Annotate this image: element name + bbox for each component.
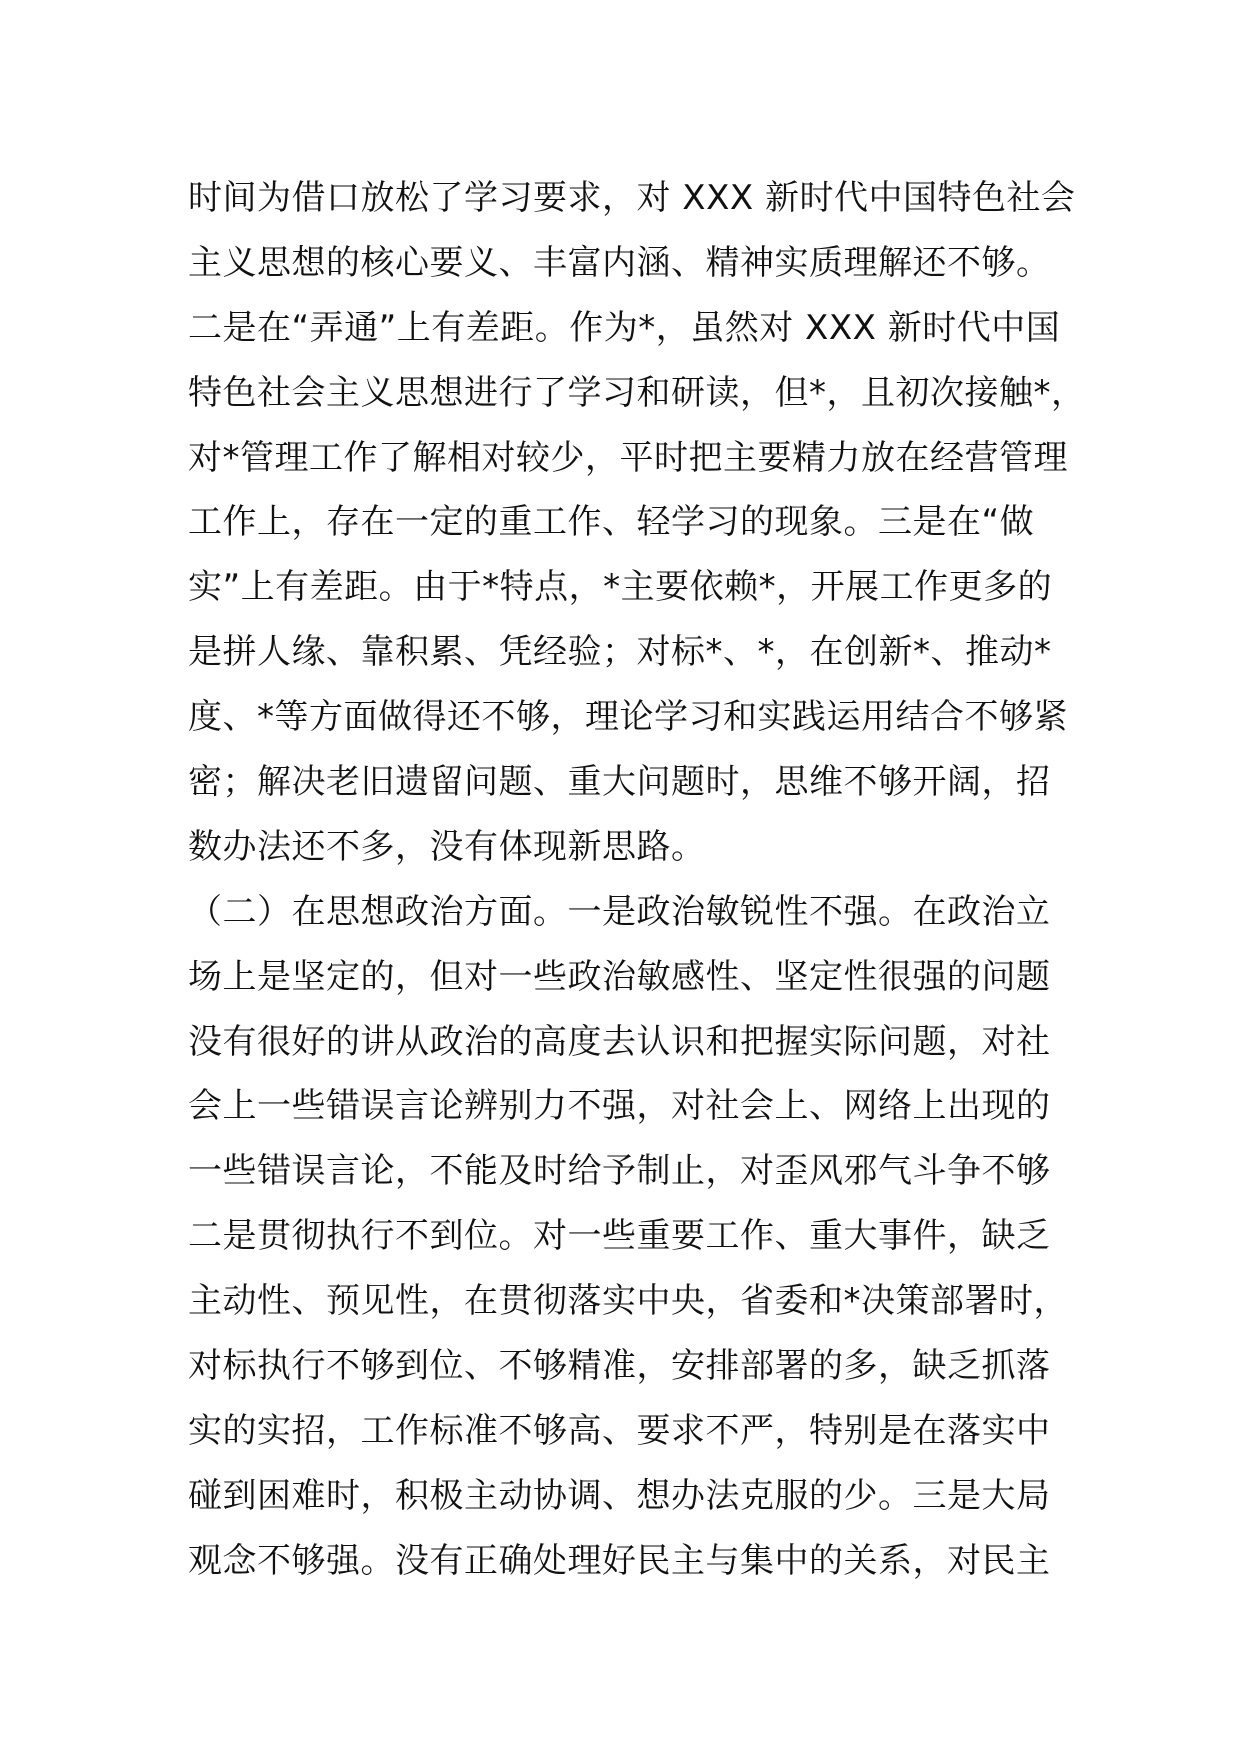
text-line: 二是贯彻执行不到位。对一些重要工作、重大事件，缺乏 — [188, 1216, 1051, 1257]
text-line: 数办法还不多，没有体现新思路。 — [188, 826, 706, 867]
text-line: 主义思想的核心要义、丰富内涵、精神实质理解还不够。 — [188, 242, 1051, 283]
text-line: 度、*等方面做得还不够，理论学习和实践运用结合不够紧 — [188, 697, 1068, 738]
text-line: 没有很好的讲从政治的高度去认识和把握实际问题，对社 — [188, 1021, 1051, 1062]
text-line: 对标执行不够到位、不够精准，安排部署的多，缺乏抓落 — [188, 1346, 1051, 1387]
text-line: 是拼人缘、靠积累、凭经验；对标*、*，在创新*、推动* — [188, 632, 1052, 673]
text-line: 时间为借口放松了学习要求，对 XXX 新时代中国特色社会 — [188, 178, 1076, 218]
text-line: 碰到困难时，积极主动协调、想办法克服的少。三是大局 — [188, 1475, 1051, 1516]
text-line: 密；解决老旧遗留问题、重大问题时，思维不够开阔，招 — [188, 762, 1051, 803]
text-line: 场上是坚定的，但对一些政治敏感性、坚定性很强的问题 — [188, 956, 1051, 997]
text-line: 主动性、预见性，在贯彻落实中央，省委和*决策部署时， — [188, 1281, 1068, 1322]
text-line: 实”上有差距。由于*特点，*主要依赖*，开展工作更多的 — [188, 567, 1053, 608]
text-line: 二是在“弄通”上有差距。作为*，虽然对 XXX 新时代中国 — [188, 307, 1061, 348]
text-line: 会上一些错误言论辨别力不强，对社会上、网络上出现的 — [188, 1086, 1051, 1127]
section-heading-line: （二）在思想政治方面。一是政治敏锐性不强。在政治立 — [188, 891, 1051, 932]
document-body — [188, 166, 1088, 1594]
text-line: 一些错误言论，不能及时给予制止，对歪风邪气斗争不够 — [188, 1151, 1051, 1192]
text-line: 对*管理工作了解相对较少，平时把主要精力放在经营管理 — [188, 437, 1068, 478]
text-line: 工作上，存在一定的重工作、轻学习的现象。三是在“做 — [188, 502, 1035, 543]
text-line: 实的实招，工作标准不够高、要求不严，特别是在落实中 — [188, 1410, 1051, 1451]
text-line: 观念不够强。没有正确处理好民主与集中的关系，对民主 — [188, 1540, 1051, 1581]
text-line: 特色社会主义思想进行了学习和研读，但*，且初次接触*， — [188, 372, 1086, 413]
